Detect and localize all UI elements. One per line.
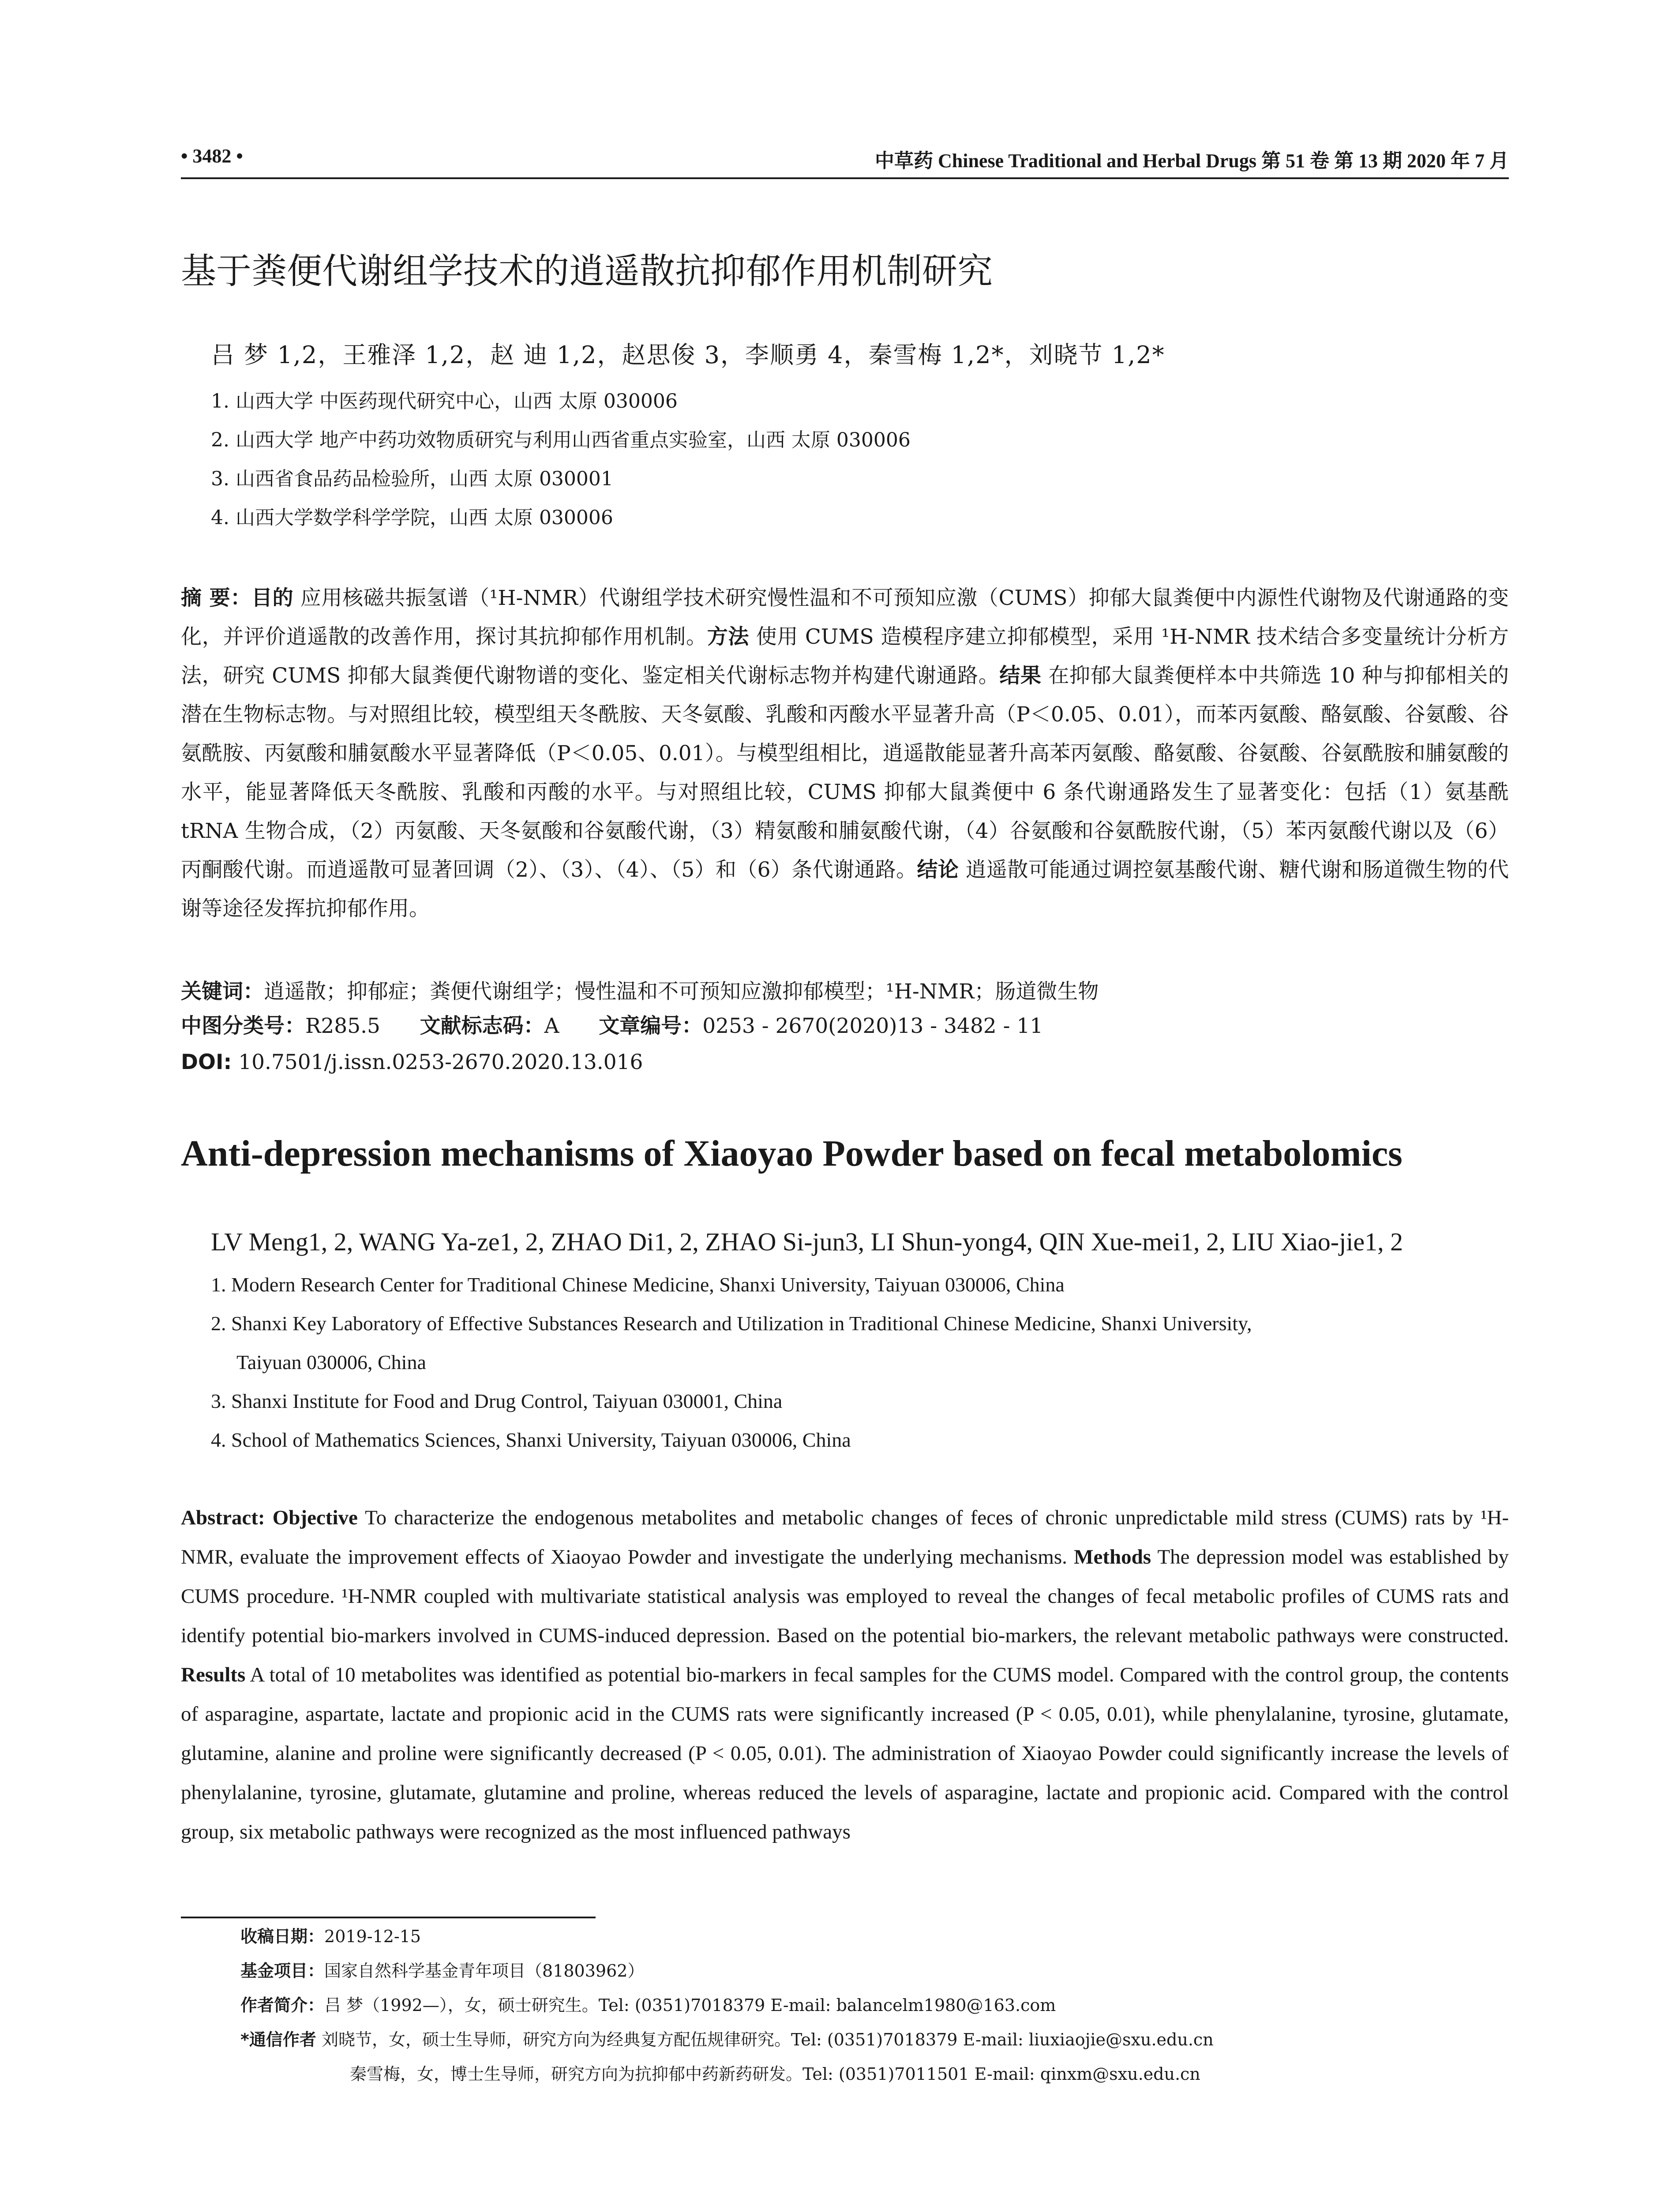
objective-cn-text: 应用核磁共振氢谱（¹H-NMR）代谢组学技术研究慢性温和不可预知应激（CUMS）抑郁大鼠粪便中内源性代谢物及代谢通路的变化，并评价逍遥散的改善作用，探讨其抗抑郁作用机制。	[181, 586, 1509, 649]
keywords-cn-label: 关键词：	[181, 979, 264, 1004]
affiliations-en	[211, 1265, 1512, 1459]
doc-code-value: A	[544, 1014, 559, 1038]
footnote-divider	[181, 1917, 596, 1918]
running-header	[181, 142, 1509, 179]
conclusion-cn-text: 逍遥散可能通过调控氨基酸代谢、糖代谢和肠道微生物的代谢等途径发挥抗抑郁作用。	[181, 858, 1509, 921]
authors-cn: 吕 梦 1,2，王雅泽 1,2，赵 迪 1,2，赵思俊 3，李顺勇 4，秦雪梅 1,2*，刘晓节 1,2*	[211, 341, 1165, 369]
corresponding-author-1: *通信作者 刘晓节，女，硕士生导师，研究方向为经典复方配伍规律研究。Tel: (0351)7018379 E-mail: liuxiaojie@sxu.edu.cn	[240, 2030, 1214, 2049]
affiliation-en-2: 2. Shanxi Key Laboratory of Effective Substances Research and Utilization in Traditional Chinese Medicine, Shanxi University,	[211, 1312, 1252, 1335]
abstract-en-label: Abstract:	[181, 1506, 265, 1529]
affiliations-cn	[211, 382, 1512, 537]
methods-en-text: The depression model was established by CUMS procedure. ¹H-NMR coupled with multivariate statistical analysis was employed to reveal the changes of fecal metabolic profiles of CUMS rats and identify potential bio-markers involved in CUMS-induced depression. Based on the potential bio-markers, the relevant metabolic pathways were constructed.	[181, 1546, 1509, 1647]
affiliation-cn-4: 4. 山西大学数学科学学院，山西 太原 030006	[211, 506, 613, 529]
results-cn-text: 在抑郁大鼠粪便样本中共筛选 10 种与抑郁相关的潜在生物标志物。与对照组比较，模型组天冬酰胺、天冬氨酸、乳酸和丙酸水平显著升高（P＜0.05、0.01），而苯丙氨酸、酪氨酸、谷氨酸、谷氨酰胺、丙氨酸和脯氨酸水平显著降低（P＜0.05、0.01）。与模型组相比，逍遥散能显著升高苯丙氨酸、酪氨酸、谷氨酸、谷氨酰胺和脯氨酸的水平，能显著降低天冬酰胺、乳酸和丙酸的水平。与对照组比较，CUMS 抑郁大鼠粪便中 6 条代谢通路发生了显著变化：包括（1）氨基酰 tRNA 生物合成，（2）丙氨酸、天冬氨酸和谷氨酸代谢，（3）精氨酸和脯氨酸代谢，（4）谷氨酸和谷氨酰胺代谢，（5）苯丙氨酸代谢以及（6）丙酮酸代谢。而逍遥散可显著回调（2）、（3）、（4）、（5）和（6）条代谢通路。	[181, 664, 1509, 882]
affiliation-en-2-cont: Taiyuan 030006, China	[236, 1351, 426, 1373]
authors-en: LV Meng1, 2, WANG Ya-ze1, 2, ZHAO Di1, 2, ZHAO Si-jun3, LI Shun-yong4, QIN Xue-mei1, 2, LIU Xiao-jie1, 2	[211, 1227, 1403, 1256]
clc-label: 中图分类号：	[181, 1014, 305, 1038]
objective-en-text: To characterize the endogenous metabolites and metabolic changes of feces of chronic unpredictable mild stress (CUMS) rats by ¹H-NMR, evaluate the improvement effects of Xiaoyao Powder and investigate the underlying mechanisms.	[181, 1506, 1509, 1568]
methods-en-label: Methods	[1074, 1546, 1151, 1568]
clc-value: R285.5	[305, 1014, 380, 1038]
abstract-cn	[181, 579, 1509, 928]
methods-cn-text: 使用 CUMS 造模程序建立抑郁模型，采用 ¹H-NMR 技术结合多变量统计分析方法，研究 CUMS 抑郁大鼠粪便代谢物谱的变化、鉴定相关代谢标志物并构建代谢通路。	[181, 625, 1509, 688]
conclusion-cn-label: 结论	[917, 858, 959, 882]
received-date: 收稿日期：2019-12-15	[240, 1927, 421, 1946]
objective-en-label: Objective	[272, 1506, 358, 1529]
affiliation-cn-1: 1. 山西大学 中医药现代研究中心，山西 太原 030006	[211, 390, 678, 413]
affiliation-cn-2: 2. 山西大学 地产中药功效物质研究与利用山西省重点实验室，山西 太原 030006	[211, 429, 911, 451]
abstract-cn-label: 摘 要：	[181, 586, 251, 610]
journal-info: 中草药 Chinese Traditional and Herbal Drugs 第 51 卷 第 13 期 2020 年 7 月	[874, 150, 1509, 172]
keywords-cn-text: 逍遥散；抑郁症；粪便代谢组学；慢性温和不可预知应激抑郁模型；¹H-NMR；肠道微生物	[264, 979, 1099, 1004]
results-cn-label: 结果	[999, 664, 1042, 688]
doc-code-label: 文献标志码：	[420, 1014, 544, 1038]
doi-label: DOI:	[181, 1050, 232, 1074]
affiliation-en-1: 1. Modern Research Center for Traditional Chinese Medicine, Shanxi University, Taiyuan 030006, China	[211, 1273, 1065, 1296]
author-bio: 作者简介：吕 梦（1992—），女，硕士研究生。Tel: (0351)7018379 E-mail: balancelm1980@163.com	[240, 1996, 1056, 2015]
doi-value[interactable]: 10.7501/j.issn.0253-2670.2020.13.016	[238, 1050, 643, 1074]
objective-cn-label: 目的	[251, 586, 294, 610]
article-no-value: 0253 - 2670(2020)13 - 3482 - 11	[702, 1014, 1043, 1038]
methods-cn-label: 方法	[707, 625, 750, 649]
article-no-label: 文章编号：	[599, 1014, 703, 1038]
classification-line	[181, 1007, 1509, 1046]
results-en-label: Results	[181, 1663, 246, 1686]
keywords-cn	[181, 972, 1509, 1011]
title-cn: 基于粪便代谢组学技术的逍遥散抗抑郁作用机制研究	[181, 251, 993, 292]
affiliation-en-4: 4. School of Mathematics Sciences, Shanxi University, Taiyuan 030006, China	[211, 1429, 851, 1451]
footnotes	[240, 1919, 1511, 2091]
abstract-en	[181, 1498, 1509, 1852]
affiliation-en-3: 3. Shanxi Institute for Food and Drug Control, Taiyuan 030001, China	[211, 1390, 783, 1412]
affiliation-cn-3: 3. 山西省食品药品检验所，山西 太原 030001	[211, 468, 613, 490]
title-en: Anti-depression mechanisms of Xiaoyao Powder based on fecal metabolomics	[181, 1133, 1402, 1174]
corresponding-author-2: 秦雪梅，女，博士生导师，研究方向为抗抑郁中药新药研发。Tel: (0351)7011501 E-mail: qinxm@sxu.edu.cn	[350, 2064, 1200, 2084]
results-en-text: A total of 10 metabolites was identified as potential bio-markers in fecal samples for the CUMS model. Compared with the control group, the contents of asparagine, aspartate, lactate and propionic acid in the CUMS rats were significantly increased (P < 0.05, 0.01), while phenylalanine, tyrosine, glutamate, glutamine, alanine and proline were significantly decreased (P < 0.05, 0.01). The administration of Xiaoyao Powder could significantly increase the levels of phenylalanine, tyrosine, glutamate, glutamine and proline, whereas reduced the levels of asparagine, lactate and propionic acid. Compared with the control group, six metabolic pathways were recognized as the most influenced pathways	[181, 1663, 1509, 1843]
doi-line	[181, 1043, 1509, 1082]
fund-project: 基金项目：国家自然科学基金青年项目（81803962）	[240, 1961, 645, 1981]
page-number: • 3482 •	[181, 145, 243, 167]
